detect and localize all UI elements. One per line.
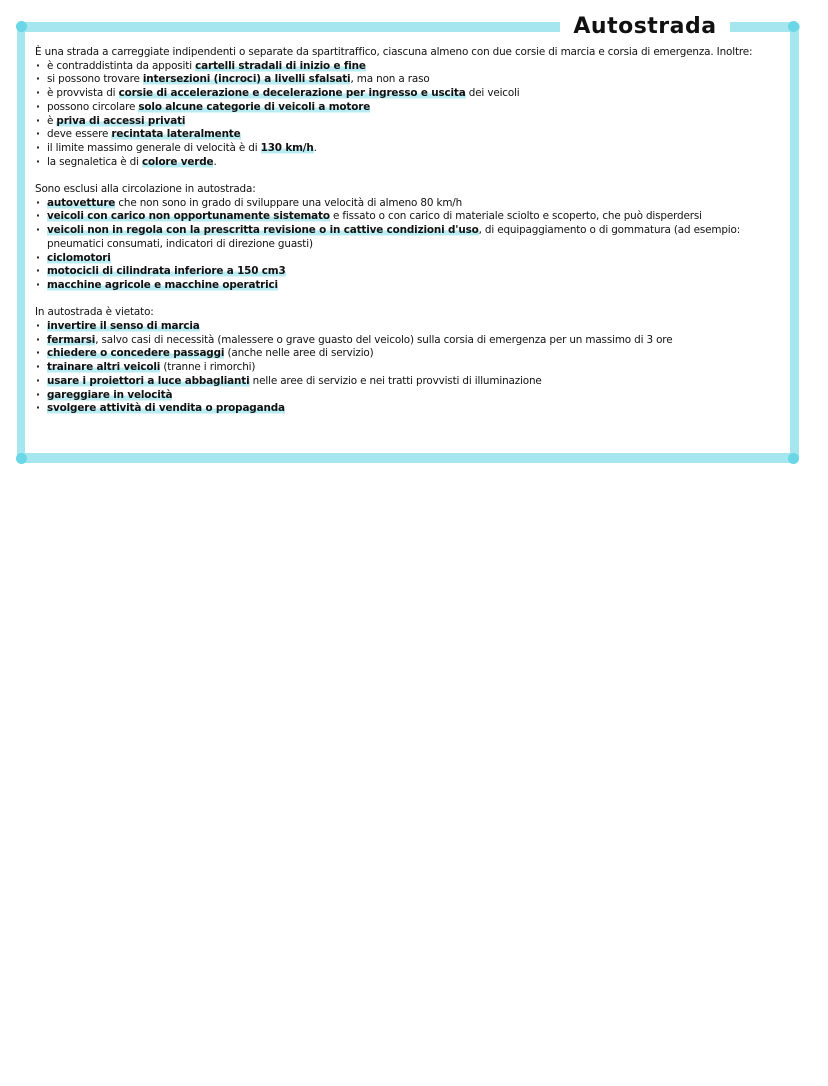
list-item <box>35 334 780 348</box>
highlighted-text: corsie di accelerazione e decelerazione per ingresso e uscita <box>118 87 466 100</box>
list-item <box>35 101 780 115</box>
page-title: Autostrada <box>560 12 730 42</box>
list-item-text: , salvo casi di necessità (malessere o grave guasto del veicolo) sulla corsia di emergenza per un massimo di 3 ore <box>95 333 673 346</box>
highlighted-text: trainare altri veicoli <box>47 361 161 374</box>
list-item <box>35 375 780 389</box>
list-item <box>35 265 780 279</box>
frame-corner-dot <box>788 21 799 32</box>
frame-top-bar-left <box>17 22 567 32</box>
frame-right-bar <box>790 22 799 462</box>
highlighted-text: solo alcune categorie di veicoli a motore <box>138 100 371 113</box>
excluded-heading: Sono esclusi alla circolazione in autostrada: <box>35 183 256 196</box>
list-item-text: . <box>213 155 217 168</box>
highlighted-text: chiedere o concedere passaggi <box>47 347 225 360</box>
list-item <box>35 210 780 224</box>
list-item-text: è <box>47 114 57 127</box>
highlighted-text: motocicli di cilindrata inferiore a 150 cm3 <box>47 265 286 278</box>
highlighted-text: ciclomotori <box>47 251 111 264</box>
list-item-text: (tranne i rimorchi) <box>160 361 256 374</box>
list-item-text: la segnaletica è di <box>47 155 143 168</box>
list-item-text: nelle aree di servizio e nei tratti provvisti di illuminazione <box>249 374 542 387</box>
list-item <box>35 320 780 334</box>
list-item-text: (anche nelle aree di servizio) <box>224 347 374 360</box>
highlighted-text: usare i proiettori a luce abbaglianti <box>47 374 250 387</box>
frame-corner-dot <box>16 21 27 32</box>
intro-text: È una strada a carreggiate indipendenti o separate da spartitraffico, ciascuna almeno con due corsie di marcia e corsia di emergenza. Inoltre: <box>35 46 753 58</box>
list-item <box>35 115 780 129</box>
list-item-text: è contraddistinta da appositi <box>47 59 196 72</box>
highlighted-text: cartelli stradali di inizio e fine <box>195 59 366 72</box>
excluded-list <box>35 197 780 293</box>
highlighted-text: recintata lateralmente <box>111 128 241 141</box>
list-item <box>35 389 780 403</box>
frame-corner-dot <box>16 453 27 464</box>
list-item-text: è provvista di <box>47 87 119 100</box>
highlighted-text: veicoli con carico non opportunamente sistemato <box>47 210 330 223</box>
list-item <box>35 252 780 266</box>
list-item-text: . <box>313 141 317 154</box>
list-item <box>35 224 780 251</box>
list-item <box>35 60 780 74</box>
intro-list <box>35 60 780 170</box>
list-item-text: , ma non a raso <box>350 73 430 86</box>
frame-corner-dot <box>788 453 799 464</box>
list-item <box>35 279 780 293</box>
frame-left-bar <box>17 22 25 462</box>
note-content <box>35 46 780 416</box>
frame-bottom-bar <box>17 453 799 463</box>
list-item <box>35 156 780 170</box>
highlighted-text: gareggiare in velocità <box>47 388 173 401</box>
forbidden-heading: In autostrada è vietato: <box>35 306 154 319</box>
list-item-text: che non sono in grado di sviluppare una velocità di almeno 80 km/h <box>115 196 463 209</box>
highlighted-text: svolgere attività di vendita o propaganda <box>47 402 285 415</box>
list-item <box>35 361 780 375</box>
highlighted-text: veicoli non in regola con la prescritta revisione o in cattive condizioni d'uso <box>47 224 479 237</box>
list-item-text: si possono trovare <box>47 73 143 86</box>
highlighted-text: intersezioni (incroci) a livelli sfalsati <box>142 73 351 86</box>
highlighted-text: colore verde <box>142 155 214 168</box>
list-item <box>35 142 780 156</box>
highlighted-text: invertire il senso di marcia <box>47 320 200 333</box>
list-item <box>35 347 780 361</box>
list-item-text: , di equipaggiamento o di gommatura (ad esempio: pneumatici consumati, indicatori di direzione guasti) <box>47 224 741 250</box>
highlighted-text: priva di accessi privati <box>56 114 186 127</box>
list-item <box>35 402 780 416</box>
forbidden-section <box>35 306 780 416</box>
highlighted-text: fermarsi <box>47 333 96 346</box>
forbidden-list <box>35 320 780 416</box>
list-item <box>35 128 780 142</box>
list-item <box>35 73 780 87</box>
list-item <box>35 87 780 101</box>
list-item-text: il limite massimo generale di velocità è di <box>47 141 261 154</box>
list-item <box>35 197 780 211</box>
list-item-text: dei veicoli <box>465 87 520 100</box>
list-item-text: deve essere <box>47 128 112 141</box>
excluded-section <box>35 183 780 293</box>
highlighted-text: autovetture <box>47 196 116 209</box>
highlighted-text: 130 km/h <box>260 141 314 154</box>
list-item-text: e fissato o con carico di materiale sciolto e scoperto, che può disperdersi <box>329 210 702 223</box>
list-item-text: possono circolare <box>47 100 139 113</box>
highlighted-text: macchine agricole e macchine operatrici <box>47 278 278 291</box>
